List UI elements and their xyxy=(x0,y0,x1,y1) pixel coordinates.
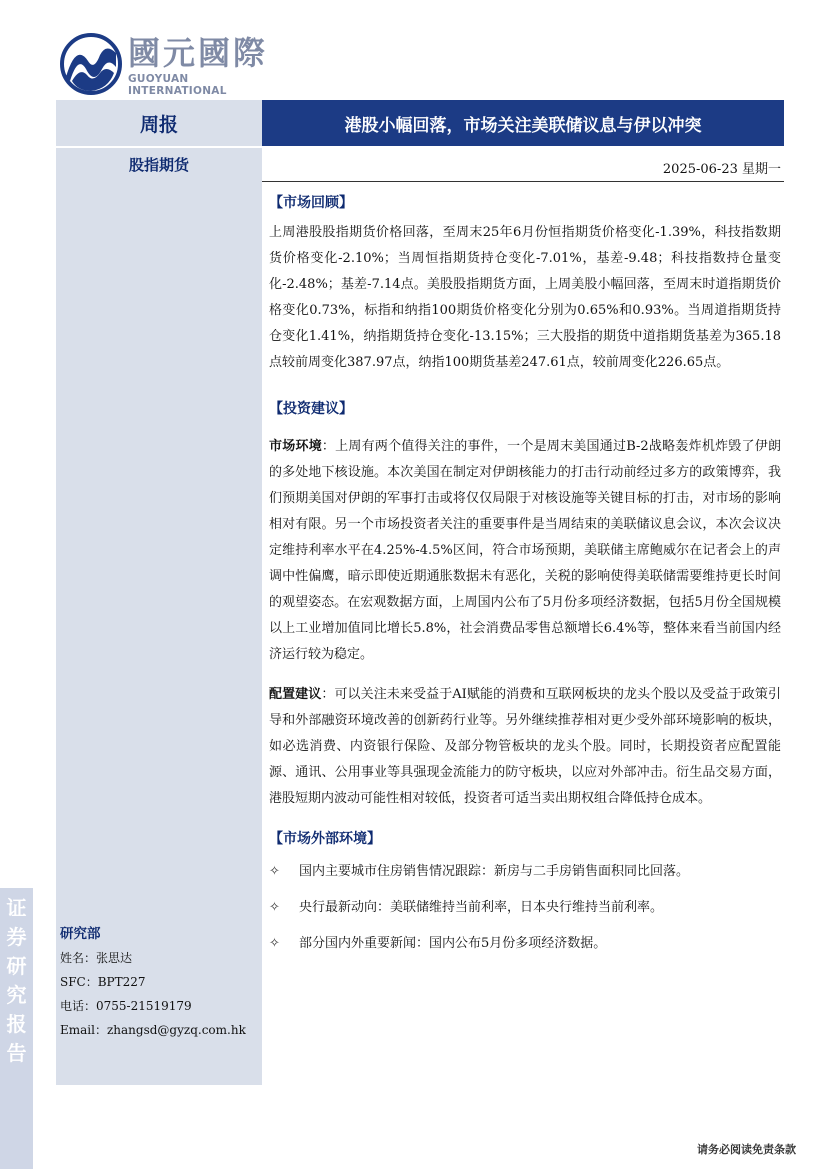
disclaimer-note[interactable]: 请务必阅读免责条款 xyxy=(697,1143,796,1156)
allocation-label: 配置建议 xyxy=(269,687,322,702)
section-title-advice: 【投资建议】 xyxy=(269,401,353,417)
section-title-external: 【市场外部环境】 xyxy=(269,831,381,847)
list-item xyxy=(269,890,781,926)
contact-email[interactable]: Email：zhangsd@gyzq.com.hk xyxy=(60,1023,246,1037)
analyst-contact xyxy=(60,922,246,1042)
report-type: 周报 xyxy=(56,100,262,146)
market-env-text: ：上周有两个值得关注的事件，一个是周末美国通过B-2战略轰炸机炸毁了伊朗的多处地下核设施。本次美国在制定对伊朗核能力的打击行动前经过多方的政策博弈，我们预期美国对伊朗的军事打击或将仅仅局限于对核设施等关键目标的打击，对市场的影响相对有限。另一个市场投资者关注的重要事件是当周结束的美联储议息会议，本次会议决定维持利率水平在4.25%-4.5%区间，符合市场预期，美联储主席鲍威尔在记者会上的声调中性偏鹰，暗示即使近期通胀数据未有恶化，关税的影响使得美联储需要维持更长时间的观望姿态。在宏观数据方面，上周国内公布了5月份多项经济数据，包括5月份全国规模以上工业增加值同比增长5.8%，社会消费品零售总额增长6.4%等，整体来看当前国内经济运行较为稳定。 xyxy=(269,439,781,662)
side-tab-char: 告 xyxy=(6,1041,27,1065)
list-item-text: 部分国内外重要新闻：国内公布5月份多项经济数据。 xyxy=(299,936,607,951)
side-tab xyxy=(0,888,33,1169)
report-title: 港股小幅回落，市场关注美联储议息与伊以冲突 xyxy=(262,100,784,146)
market-env-label: 市场环境 xyxy=(269,439,322,454)
side-tab-char: 研 xyxy=(6,954,27,978)
list-item xyxy=(269,926,781,962)
allocation-paragraph xyxy=(269,682,781,812)
contact-name: 姓名：张思达 xyxy=(60,951,133,965)
allocation-text: ：可以关注未来受益于AI赋能的消费和互联网板块的龙头个股以及受益于政策引导和外部融资环境改善的创新药行业等。另外继续推荐相对更少受外部环境影响的板块，如必选消费、内资银行保险、及部分物管板块的龙头个股。同时，长期投资者应配置能源、通讯、公用事业等具强现金流能力的防守板块，以应对外部冲击。衍生品交易方面，港股短期内波动可能性相对较低，投资者可适当卖出期权组合降低持仓成本。 xyxy=(269,687,781,806)
section-title-review: 【市场回顾】 xyxy=(269,195,353,211)
report-category: 股指期货 xyxy=(56,148,262,181)
logo-name-cn: 國元國際 xyxy=(128,34,269,72)
side-tab-char: 究 xyxy=(6,983,27,1007)
contact-phone: 电话：0755-21519179 xyxy=(60,999,192,1013)
side-tab-char: 券 xyxy=(6,925,27,949)
date-line xyxy=(262,148,784,182)
company-logo xyxy=(60,33,280,97)
diamond-star-icon: ✧ xyxy=(269,864,280,879)
report-date: 2025-06-23 星期一 xyxy=(662,162,781,177)
logo-mark-icon xyxy=(60,33,122,95)
list-item-text: 国内主要城市住房销售情况跟踪：新房与二手房销售面积同比回落。 xyxy=(299,864,690,879)
market-env-paragraph xyxy=(269,434,781,668)
logo-name-en: GUOYUAN INTERNATIONAL xyxy=(128,73,227,97)
side-tab-char: 证 xyxy=(6,896,27,920)
side-tab-char: 报 xyxy=(6,1012,27,1036)
contact-dept: 研究部 xyxy=(60,926,101,942)
diamond-star-icon: ✧ xyxy=(269,900,280,915)
diamond-star-icon: ✧ xyxy=(269,936,280,951)
review-paragraph: 上周港股股指期货价格回落，至周末25年6月份恒指期货价格变化-1.39%，科技指数期货价格变化-2.10%；当周恒指期货持仓变化-7.01%，基差-9.48；科技指数持仓量变化-2.48%；基差-7.14点。美股股指期货方面，上周美股小幅回落，至周末时道指期货价格变化0.73%，标指和纳指100期货价格变化分别为0.65%和0.93%。当周道指期货持仓变化1.41%，纳指期货持仓变化-13.15%；三大股指的期货中道指期货基差为365.18点较前周变化387.97点，纳指100期货基差247.61点，较前周变化226.65点。 xyxy=(269,225,781,370)
contact-sfc: SFC：BPT227 xyxy=(60,975,146,989)
main-content xyxy=(269,190,781,962)
list-item-text: 央行最新动向：美联储维持当前利率，日本央行维持当前利率。 xyxy=(299,900,664,915)
external-list xyxy=(269,854,781,962)
list-item xyxy=(269,854,781,890)
